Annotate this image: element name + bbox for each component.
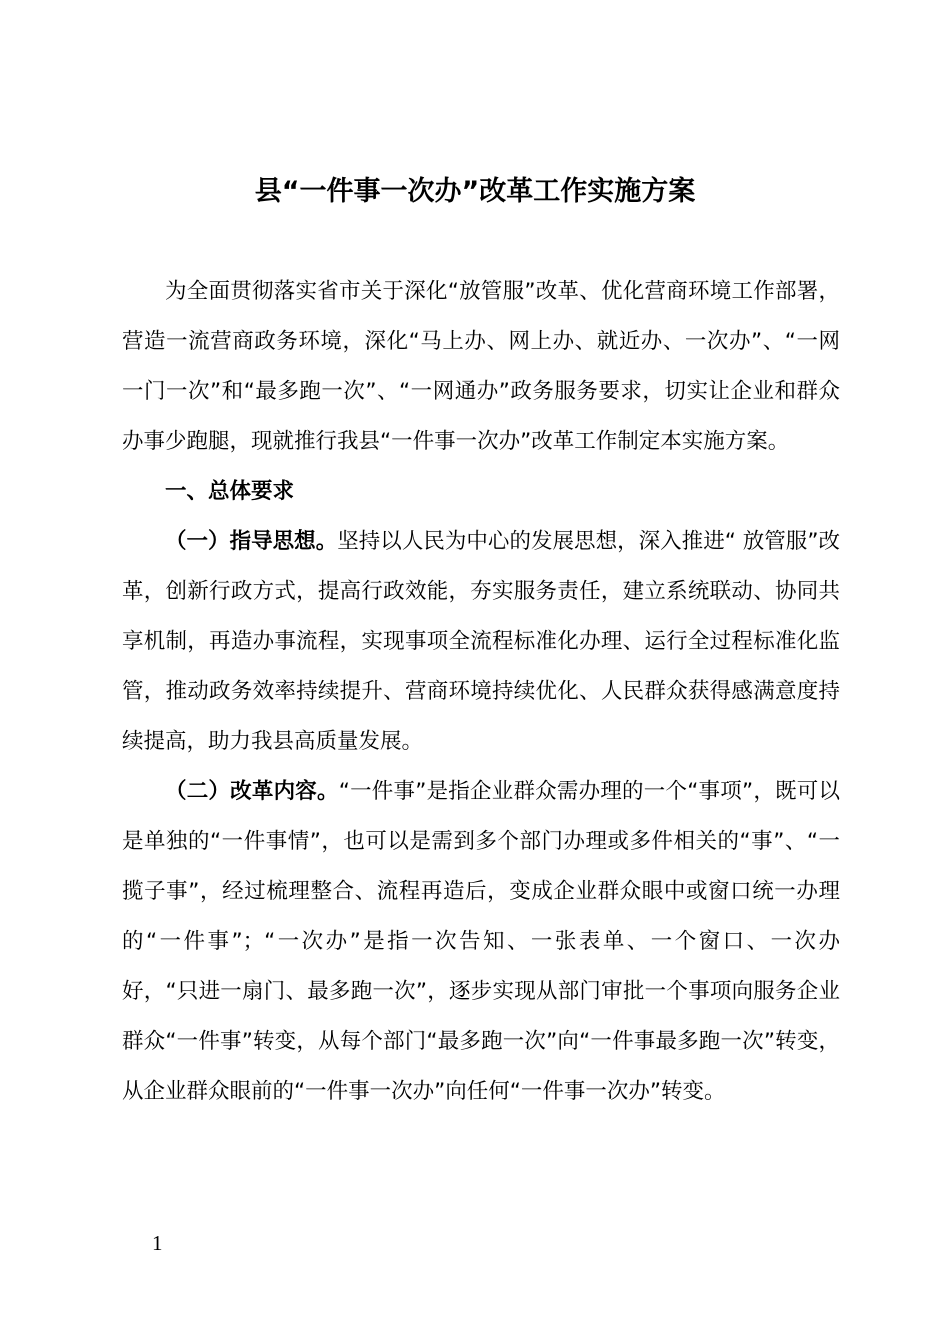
paragraph-lead-guiding-ideology: （一）指导思想。 <box>165 529 338 554</box>
paragraph-guiding-ideology <box>122 517 840 767</box>
paragraph-lead-reform-content: （二）改革内容。 <box>165 779 339 804</box>
section-heading-overall-requirements: 一、总体要求 <box>165 479 295 504</box>
paragraph-text-guiding-ideology: 坚持以人民为中心的发展思想，深入推进“ 放管服”改革，创新行政方式，提高行政效能，夯实服务责任，建立系统联动、协同共享机制，再造办事流程，实现事项全流程标准化办理、运行全过程标准化监管，推动政务效率持续提升、营商环境持续优化、人民群众获得感满意度持续提高，助力我县高质量发展。 <box>122 529 840 754</box>
paragraph-text-reform-content: “一件事”是指企业群众需办理的一个“事项”，既可以是单独的“一件事情”，也可以是需到多个部门办理或多件相关的“事”、“一揽子事”，经过梳理整合、流程再造后，变成企业群众眼中或窗口统一办理的“一件事”；“一次办”是指一次告知、一张表单、一个窗口、一次办好，“只进一扇门、最多跑一次”，逐步实现从部门审批一个事项向服务企业群众“一件事”转变，从每个部门“最多跑一次”向“一件事最多跑一次”转变，从企业群众眼前的“一件事一次办”向任何“一件事一次办”转变。 <box>122 779 840 1104</box>
document-body <box>122 267 840 1117</box>
intro-paragraph: 为全面贯彻落实省市关于深化“放管服”改革、优化营商环境工作部署，营造一流营商政务环境，深化“马上办、网上办、就近办、一次办”、“一网一门一次”和“最多跑一次”、“一网通办”政务服务要求，切实让企业和群众办事少跑腿，现就推行我县“一件事一次办”改革工作制定本实施方案。 <box>122 279 840 454</box>
document-title: 县“一件事一次办”改革工作实施方案 <box>254 176 696 207</box>
page-number: 1 <box>152 1231 163 1255</box>
paragraph-reform-content <box>122 767 840 1117</box>
